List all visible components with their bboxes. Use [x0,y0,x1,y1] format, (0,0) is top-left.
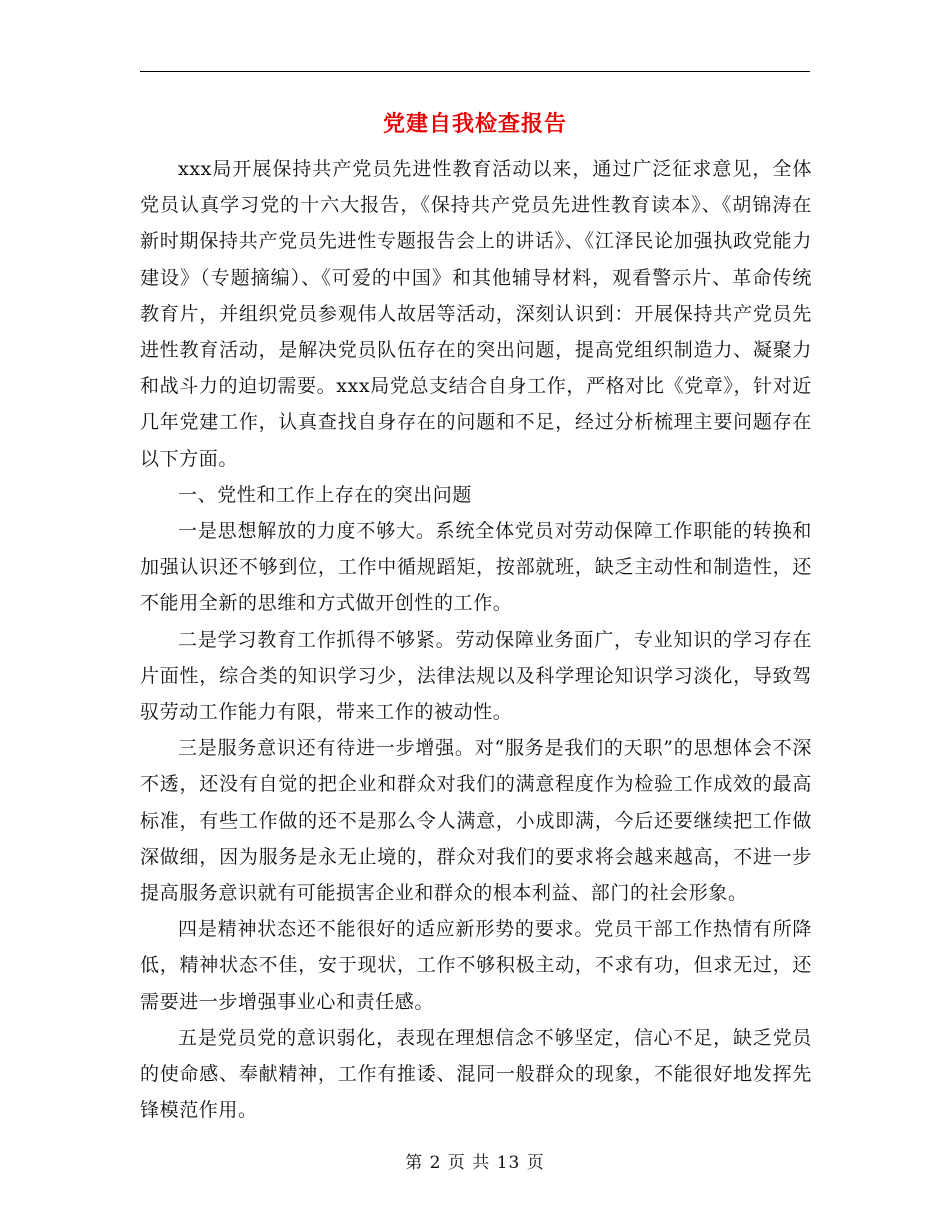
paragraph-point-4: 四是精神状态还不能很好的适应新形势的要求。党员干部工作热情有所降低，精神状态不佳，安于现状，工作不够积极主动，不求有功，但求无过，还需要进一步增强事业心和责任感。 [140,918,812,1013]
page-number-footer [0,1151,950,1175]
paragraph-point-1: 一是思想解放的力度不够大。系统全体党员对劳动保障工作职能的转换和加强认识还不够到位，工作中循规蹈矩，按部就班，缺乏主动性和制造性，还不能用全新的思维和方式做开创性的工作。 [140,520,812,615]
document-body [140,151,812,1128]
paragraph-point-5: 五是党员党的意识弱化，表现在理想信念不够坚定，信心不足，缺乏党员的使命感、奉献精神，工作有推诿、混同一般群众的现象，不能很好地发挥先锋模范作用。 [140,1026,812,1122]
paragraph-point-3: 三是服务意识还有待进一步增强。对“服务是我们的天职”的思想体会不深不透，还没有自觉的把企业和群众对我们的满意程度作为检验工作成效的最高标准，有些工作做的还不是那么令人满意，小成即满，今后还要继续把工作做深做细，因为服务是永无止境的，群众对我们的要求将会越来越高，不进一步提高服务意识就有可能损害企业和群众的根本利益、部门的社会形象。 [140,737,812,905]
header-rule [140,71,810,72]
document-title: 党建自我检查报告 [382,111,567,137]
paragraph-intro: xxx局开展保持共产党员先进性教育活动以来，通过广泛征求意见，全体党员认真学习党的十六大报告，《保持共产党员先进性教育读本》、《胡锦涛在新时期保持共产党员先进性专题报告会上的讲话》、《江泽民论加强执政党能力建设》（专题摘编）、《可爱的中国》和其他辅导材料，观看警示片、革命传统教育片，并组织党员参观伟人故居等活动，深刻认识到：开展保持共产党员先进性教育活动，是解决党员队伍存在的突出问题，提高党组织制造力、凝聚力和战斗力的迫切需要。xxx局党总支结合自身工作，严格对比《党章》，针对近几年党建工作，认真查找自身存在的问题和不足，经过分析梳理主要问题存在以下方面。 [140,158,812,470]
section-heading: 一、党性和工作上存在的突出问题 [178,483,473,506]
page-number-text: 第 2 页 共 13 页 [405,1153,545,1173]
paragraph-point-2: 二是学习教育工作抓得不够紧。劳动保障业务面广，专业知识的学习存在片面性，综合类的知识学习少，法律法规以及科学理论知识学习淡化，导致驾驭劳动工作能力有限，带来工作的被动性。 [140,628,812,724]
